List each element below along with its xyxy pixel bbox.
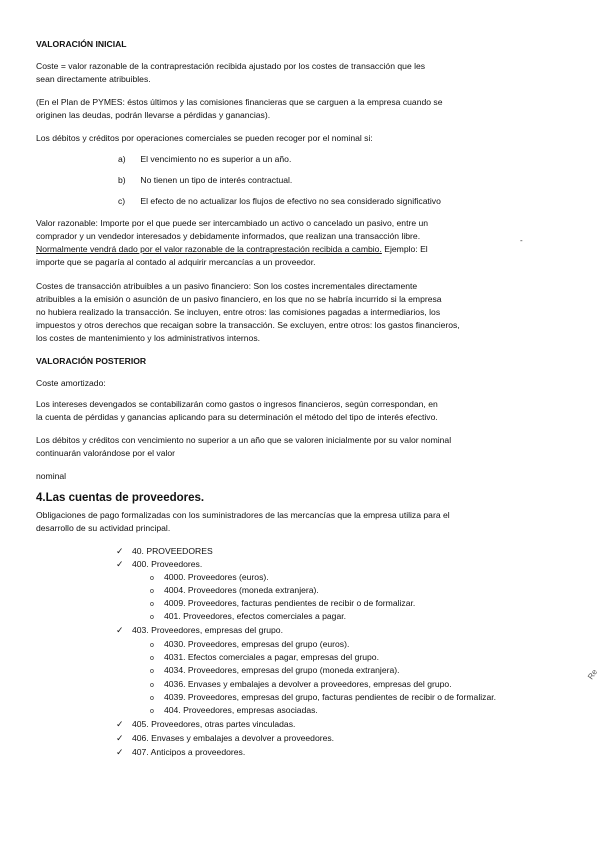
subaccount-item <box>150 610 346 624</box>
vr-line-3-rest: Ejemplo: El <box>381 244 428 254</box>
account-label: 400. Proveedores. <box>132 559 203 569</box>
prov-intro-line-1: Obligaciones de pago formalizadas con los suministradores de las mercancías que la empresa utiliza para el <box>36 510 450 520</box>
account-label: 407. Anticipos a proveedores. <box>132 747 246 757</box>
condition-text: El vencimiento no es superior a un año. <box>140 154 292 164</box>
bullet-icon: o <box>150 682 154 689</box>
subaccount-item <box>150 691 496 705</box>
account-label: 403. Proveedores, empresas del grupo. <box>132 625 283 635</box>
condition-item-c <box>118 195 441 208</box>
condition-marker: c) <box>118 196 126 206</box>
vr-line-1: Valor razonable: Importe por el que puede ser intercambiado un activo o cancelado un pasivo, entre un <box>36 218 429 228</box>
subaccount-label: 4031. Efectos comerciales a pagar, empresas del grupo. <box>164 652 379 662</box>
paragraph-intereses <box>36 398 536 424</box>
condition-marker: a) <box>118 154 126 164</box>
paragraph-valor-razonable <box>36 217 536 269</box>
paragraph-pymes <box>36 96 536 122</box>
bullet-icon: o <box>150 575 154 582</box>
bullet-icon: o <box>150 601 154 608</box>
condition-text: El efecto de no actualizar los flujos de efectivo no sea considerado significativo <box>140 196 441 206</box>
subaccount-label: 4039. Proveedores, empresas del grupo, facturas pendientes de recibir o de formalizar. <box>164 692 497 702</box>
bullet-icon: o <box>150 655 154 662</box>
bullet-icon: o <box>150 695 154 702</box>
subaccount-item <box>150 638 349 652</box>
paragraph-debitos-intro: Los débitos y créditos por operaciones comerciales se pueden recoger por el nominal si: <box>36 133 373 143</box>
vr-line-3 <box>36 243 536 256</box>
subaccount-item <box>150 571 269 585</box>
ct-line-5: los costes de mantenimiento y los administrativos internos. <box>36 333 261 343</box>
subaccount-item <box>150 664 400 678</box>
subaccount-label: 401. Proveedores, efectos comerciales a pagar. <box>164 611 347 621</box>
bullet-icon: o <box>150 614 154 621</box>
paragraph-coste <box>36 60 536 86</box>
coste-line-1: Coste = valor razonable de la contraprestación recibida ajustado por los costes de transacción que les <box>36 61 426 71</box>
pymes-line-2: originen las deudas, podrán llevarse a pérdidas y ganancias). <box>36 110 271 120</box>
subaccount-item <box>150 678 452 692</box>
ct-line-2: atribuibles a la emisión o asunción de un pasivo financiero, en los que no se habría incurrido si la empresa <box>36 294 442 304</box>
account-item-406 <box>116 732 334 745</box>
account-item-405 <box>116 718 295 731</box>
checkmark-icon: ✓ <box>116 559 124 569</box>
heading-valoracion-inicial: VALORACIÓN INICIAL <box>36 39 127 49</box>
paragraph-costes-transaccion <box>36 280 536 345</box>
condition-text: No tienen un tipo de interés contractual. <box>140 175 293 185</box>
ct-line-1: Costes de transacción atribuibles a un pasivo financiero: Son los costes incrementales directamente <box>36 281 418 291</box>
text-nominal: nominal <box>36 471 67 481</box>
subaccount-item <box>150 584 319 598</box>
margin-rotated-text: Re <box>586 667 600 682</box>
heading-valoracion-posterior: VALORACIÓN POSTERIOR <box>36 356 147 366</box>
paragraph-debitos-nominal <box>36 434 536 460</box>
deb-line-2: continuarán valorándose por el valor <box>36 448 176 458</box>
vr-line-4: importe que se pagaría al contado al adquirir mercancías a un proveedor. <box>36 257 316 267</box>
prov-intro-line-2: desarrollo de su actividad principal. <box>36 523 171 533</box>
subaccount-label: 4036. Envases y embalajes a devolver a proveedores, empresas del grupo. <box>164 679 452 689</box>
checkmark-icon: ✓ <box>116 625 124 635</box>
condition-item-b <box>118 174 292 187</box>
account-label: 405. Proveedores, otras partes vinculadas. <box>132 719 296 729</box>
vr-line-2: comprador y un vendedor interesados y debidamente informados, que realizan una transacción libre. <box>36 231 421 241</box>
subaccount-label: 4030. Proveedores, empresas del grupo (euros). <box>164 639 350 649</box>
coste-line-2: sean directamente atribuibles. <box>36 74 151 84</box>
subaccount-label: 4009. Proveedores, facturas pendientes de recibir o de formalizar. <box>164 598 416 608</box>
checkmark-icon: ✓ <box>116 719 124 729</box>
int-line-2: la cuenta de pérdidas y ganancias aplicando para su determinación el método del tipo de interés efectivo. <box>36 412 438 422</box>
subheading-coste-amortizado: Coste amortizado: <box>36 378 106 388</box>
checkmark-icon: ✓ <box>116 747 124 757</box>
ct-line-3: no hubiera realizado la transacción. Se incluyen, entre otros: las comisiones pagadas a intermediarios, los <box>36 307 441 317</box>
checkmark-icon: ✓ <box>116 546 124 556</box>
condition-marker: b) <box>118 175 126 185</box>
account-item-407 <box>116 746 245 759</box>
subaccount-label: 4034. Proveedores, empresas del grupo (moneda extranjera). <box>164 665 400 675</box>
bullet-icon: o <box>150 588 154 595</box>
subaccount-item <box>150 597 415 611</box>
account-item-403 <box>116 624 283 637</box>
bullet-icon: o <box>150 668 154 675</box>
vr-underlined-text: Normalmente vendrá dado por el valor razonable de la contraprestación recibida a cambio. <box>36 244 382 254</box>
account-item-40 <box>116 545 213 558</box>
bullet-icon: o <box>150 642 154 649</box>
heading-cuentas-proveedores: 4.Las cuentas de proveedores. <box>36 492 205 504</box>
subaccount-label: 404. Proveedores, empresas asociadas. <box>164 705 318 715</box>
condition-item-a <box>118 153 291 166</box>
subaccount-item <box>150 704 318 718</box>
account-label: 406. Envases y embalajes a devolver a proveedores. <box>132 733 335 743</box>
margin-dash: - <box>520 236 523 245</box>
subaccount-item <box>150 651 379 665</box>
checkmark-icon: ✓ <box>116 733 124 743</box>
paragraph-proveedores-intro <box>36 509 536 535</box>
account-label: 40. PROVEEDORES <box>132 546 213 556</box>
account-item-400 <box>116 558 202 571</box>
ct-line-4: impuestos y otros derechos que recaigan sobre la transacción. Se excluyen, entre otros: los gastos financieros, <box>36 320 460 330</box>
subaccount-label: 4000. Proveedores (euros). <box>164 572 269 582</box>
deb-line-1: Los débitos y créditos con vencimiento no superior a un año que se valoren inicialmente por su valor nominal <box>36 435 452 445</box>
subaccount-label: 4004. Proveedores (moneda extranjera). <box>164 585 319 595</box>
pymes-line-1: (En el Plan de PYMES: éstos últimos y las comisiones financieras que se carguen a la empresa cuando se <box>36 97 443 107</box>
int-line-1: Los intereses devengados se contabilizarán como gastos o ingresos financieros, según correspondan, en <box>36 399 438 409</box>
bullet-icon: o <box>150 708 154 715</box>
